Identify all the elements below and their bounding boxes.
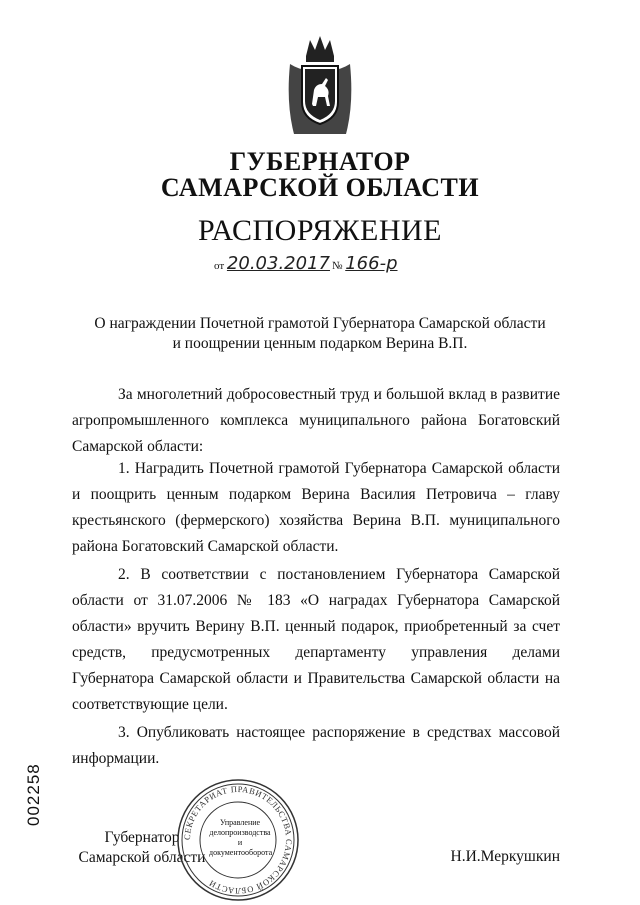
signatory-title-line2: Самарской области — [78, 849, 206, 866]
issuer-title-line2: САМАРСКОЙ ОБЛАСТИ — [160, 173, 480, 202]
item-1-text: 1. Наградить Почетной грамотой Губернатора Самарской области и поощрить ценным подарком Верина Василия Петровича – главу крестьянского (фермерского) хозяйства Верина В.П. муниципального района Богатовский Самарской области. — [72, 460, 560, 555]
document-subject — [60, 314, 580, 354]
stamp-line2: делопроизводства — [209, 828, 271, 837]
coat-of-arms-emblem — [284, 34, 356, 142]
item-2-paragraph — [72, 562, 560, 718]
svg-text:СЕКРЕТАРИАТ ПРАВИТЕЛЬСТВА САМА: СЕКРЕТАРИАТ ПРАВИТЕЛЬСТВА САМАРСКОЙ ОБЛАСТИ — [181, 783, 295, 897]
signatory-name: Н.И.Меркушкин — [450, 848, 560, 865]
number-prefix: № — [331, 260, 343, 272]
date-prefix: от — [214, 260, 225, 272]
item-3-text: 3. Опубликовать настоящее распоряжение в средствах массовой информации. — [72, 724, 560, 767]
signatory-title-line1: Губернатор — [104, 829, 180, 846]
subject-line1: О награждении Почетной грамотой Губернатора Самарской области — [94, 315, 546, 332]
item-2-text: 2. В соответствии с постановлением Губернатора Самарской области от 31.07.2006 № 183 «О наградах Губернатора Самарской области» вручить Верину В.П. ценный подарок, приобретенный за счет средств, предусмотренных департаменту управления делами Губернатора Самарской области и Правительства Самарской области на соответствующие цели. — [72, 566, 560, 713]
subject-line2: и поощрении ценным подарком Верина В.П. — [172, 335, 468, 352]
side-registration-number: 002258 — [24, 763, 43, 826]
date-number-line — [214, 253, 428, 274]
preamble-paragraph — [72, 382, 560, 460]
stamp-line1: Управление — [219, 818, 261, 827]
stamp-inner-text — [209, 818, 271, 858]
stamp-line3: и документооборота — [209, 838, 273, 857]
issuer-title-line1: ГУБЕРНАТОР — [229, 147, 411, 176]
item-3-paragraph — [72, 720, 560, 772]
handwritten-date: 20.03.2017 — [226, 253, 330, 274]
item-1-paragraph — [72, 456, 560, 560]
document-type: РАСПОРЯЖЕНИЕ — [197, 214, 443, 247]
handwritten-number: 166-р — [345, 253, 398, 274]
preamble-text: За многолетний добросовестный труд и большой вклад в развитие агропромышленного комплекса муниципального района Богатовский Самарской области: — [72, 386, 560, 455]
